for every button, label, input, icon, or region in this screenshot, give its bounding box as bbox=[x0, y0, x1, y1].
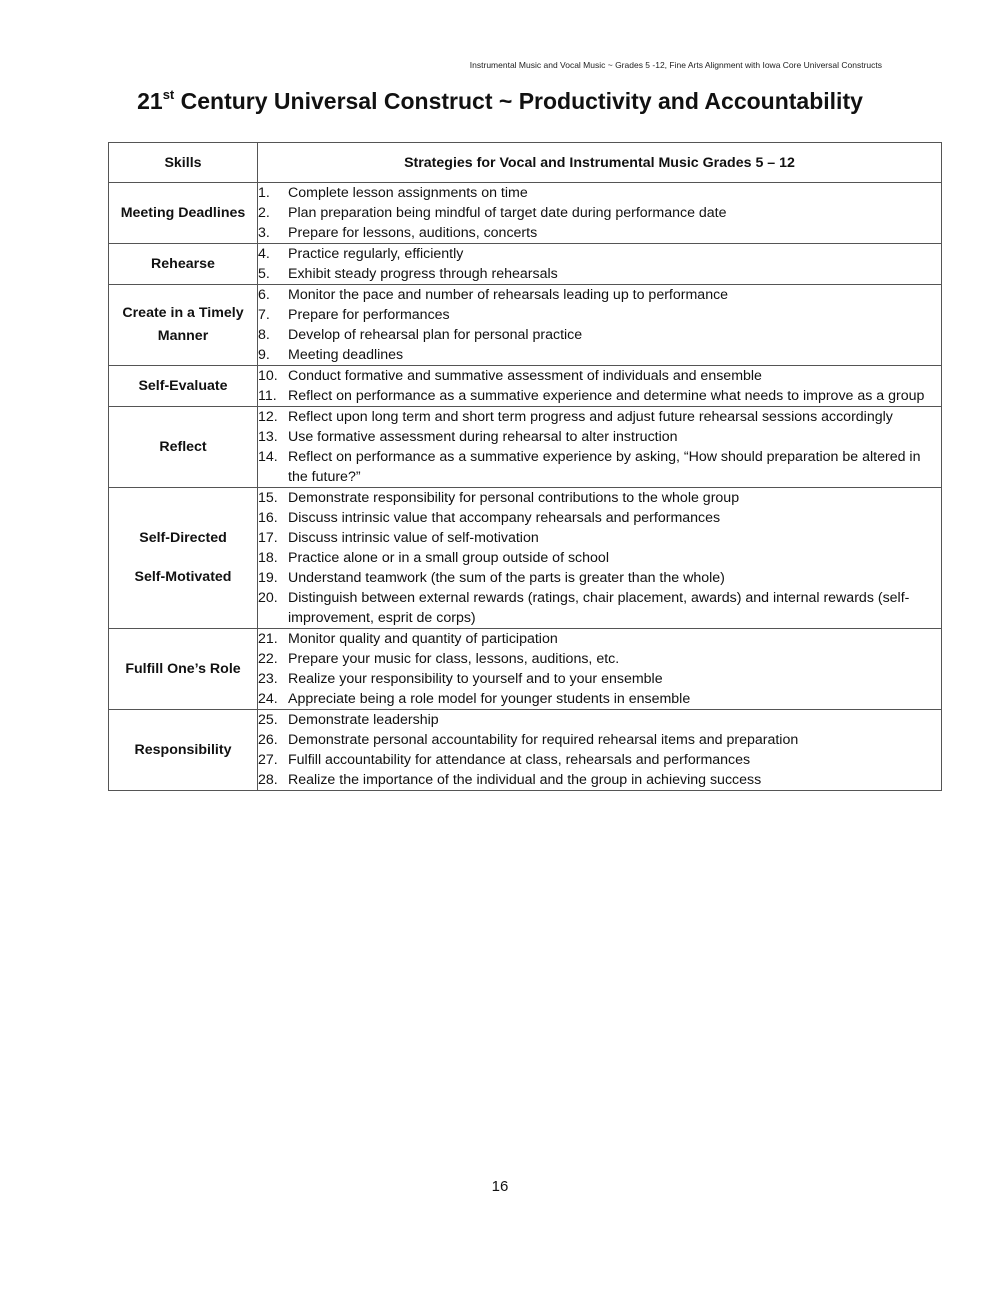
table-row bbox=[109, 407, 942, 488]
skill-label: Self-Evaluate bbox=[138, 377, 228, 394]
item-text: Demonstrate personal accountability for required rehearsal items and preparation bbox=[288, 732, 799, 748]
skill-cell bbox=[109, 366, 258, 407]
table-row bbox=[109, 366, 942, 407]
list-item bbox=[258, 285, 941, 305]
list-item bbox=[258, 730, 941, 750]
strategies-cell bbox=[258, 183, 942, 244]
item-text: Fulfill accountability for attendance at class, rehearsals and performances bbox=[288, 752, 751, 768]
table-row bbox=[109, 629, 942, 710]
item-text: Practice regularly, efficiently bbox=[288, 246, 464, 262]
list-item bbox=[258, 710, 941, 730]
strategy-list bbox=[258, 488, 941, 628]
item-text: Plan preparation being mindful of target date during performance date bbox=[288, 205, 727, 221]
list-item bbox=[258, 568, 941, 588]
skill-label: Create in a Timely bbox=[122, 305, 244, 321]
skill-label: Fulfill One’s Role bbox=[125, 660, 241, 677]
table-row bbox=[109, 285, 942, 366]
title-main: Century Universal Construct ~ Productivity and Accountability bbox=[174, 88, 863, 114]
running-header: Instrumental Music and Vocal Music ~ Grades 5 -12, Fine Arts Alignment with Iowa Core Universal Constructs bbox=[469, 60, 882, 70]
item-text: Develop of rehearsal plan for personal practice bbox=[288, 327, 583, 343]
list-item bbox=[258, 427, 941, 447]
item-number: 9. bbox=[258, 347, 270, 363]
item-number: 15. bbox=[258, 490, 278, 506]
skill-cell bbox=[109, 710, 258, 791]
item-text: Reflect on performance as a summative experience by asking, “How should preparation be altered in the future?” bbox=[288, 449, 921, 485]
list-item bbox=[258, 345, 941, 365]
strategies-cell bbox=[258, 629, 942, 710]
item-number: 13. bbox=[258, 429, 278, 445]
item-text: Use formative assessment during rehearsal to alter instruction bbox=[288, 429, 678, 445]
table-row bbox=[109, 183, 942, 244]
list-item bbox=[258, 447, 941, 487]
item-text: Realize your responsibility to yourself and to your ensemble bbox=[288, 671, 663, 687]
title-superscript: st bbox=[162, 87, 175, 102]
skill-cell bbox=[109, 244, 258, 285]
item-text: Appreciate being a role model for younger students in ensemble bbox=[288, 691, 691, 707]
item-number: 16. bbox=[258, 510, 278, 526]
list-item bbox=[258, 366, 941, 386]
strategies-cell bbox=[258, 366, 942, 407]
item-number: 18. bbox=[258, 550, 278, 566]
skill-label: Meeting Deadlines bbox=[120, 204, 246, 221]
item-number: 23. bbox=[258, 671, 278, 687]
item-text: Discuss intrinsic value of self-motivation bbox=[288, 530, 539, 546]
item-number: 8. bbox=[258, 327, 270, 343]
skill-label: Self-Directed bbox=[139, 530, 227, 546]
list-item bbox=[258, 508, 941, 528]
list-item bbox=[258, 649, 941, 669]
skill-cell bbox=[109, 629, 258, 710]
item-text: Understand teamwork (the sum of the parts is greater than the whole) bbox=[288, 570, 725, 586]
strategy-list bbox=[258, 285, 941, 365]
list-item bbox=[258, 770, 941, 790]
item-number: 14. bbox=[258, 449, 278, 465]
page-title bbox=[0, 88, 1000, 115]
list-item bbox=[258, 528, 941, 548]
table-body bbox=[109, 183, 942, 791]
list-item bbox=[258, 629, 941, 649]
strategy-list bbox=[258, 629, 941, 709]
list-item bbox=[258, 223, 941, 243]
item-number: 7. bbox=[258, 307, 270, 323]
list-item bbox=[258, 305, 941, 325]
item-number: 1. bbox=[258, 185, 270, 201]
skill-label: Self-Motivated bbox=[134, 569, 232, 585]
item-text: Exhibit steady progress through rehearsals bbox=[288, 266, 558, 282]
table-row bbox=[109, 488, 942, 629]
skill-cell bbox=[109, 183, 258, 244]
strategies-cell bbox=[258, 244, 942, 285]
item-number: 25. bbox=[258, 712, 278, 728]
item-text: Practice alone or in a small group outside of school bbox=[288, 550, 609, 566]
table-row bbox=[109, 244, 942, 285]
item-number: 12. bbox=[258, 409, 278, 425]
item-number: 27. bbox=[258, 752, 278, 768]
item-text: Meeting deadlines bbox=[288, 347, 404, 363]
item-text: Demonstrate responsibility for personal contributions to the whole group bbox=[288, 490, 740, 506]
list-item bbox=[258, 203, 941, 223]
skill-cell bbox=[109, 285, 258, 366]
strategy-list bbox=[258, 407, 941, 487]
skill-cell bbox=[109, 407, 258, 488]
list-item bbox=[258, 325, 941, 345]
item-text: Reflect upon long term and short term progress and adjust future rehearsal sessions accordingly bbox=[288, 409, 893, 425]
item-number: 24. bbox=[258, 691, 278, 707]
page-number: 16 bbox=[491, 1178, 509, 1195]
skill-label: Responsibility bbox=[134, 741, 232, 758]
item-number: 10. bbox=[258, 368, 278, 384]
strategies-cell bbox=[258, 488, 942, 629]
skill-label: Manner bbox=[157, 328, 209, 344]
list-item bbox=[258, 244, 941, 264]
list-item bbox=[258, 689, 941, 709]
list-item bbox=[258, 669, 941, 689]
item-text: Conduct formative and summative assessment of individuals and ensemble bbox=[288, 368, 762, 384]
list-item bbox=[258, 183, 941, 203]
strategy-list bbox=[258, 244, 941, 284]
skill-cell bbox=[109, 488, 258, 629]
list-item bbox=[258, 264, 941, 284]
item-text: Realize the importance of the individual and the group in achieving success bbox=[288, 772, 762, 788]
item-text: Prepare for lessons, auditions, concerts bbox=[288, 225, 538, 241]
strategies-cell bbox=[258, 710, 942, 791]
strategy-list bbox=[258, 710, 941, 790]
item-text: Reflect on performance as a summative experience and determine what needs to improve as a group bbox=[288, 388, 925, 404]
list-item bbox=[258, 750, 941, 770]
table-header-row bbox=[109, 143, 942, 183]
strategy-list bbox=[258, 366, 941, 406]
column-header-skills: Skills bbox=[109, 143, 258, 183]
title-prefix: 21 bbox=[137, 88, 163, 114]
item-number: 21. bbox=[258, 631, 278, 647]
column-header-strategies: Strategies for Vocal and Instrumental Music Grades 5 – 12 bbox=[258, 143, 942, 183]
skill-spacer bbox=[109, 550, 257, 566]
item-number: 20. bbox=[258, 590, 278, 606]
item-number: 17. bbox=[258, 530, 278, 546]
list-item bbox=[258, 588, 941, 628]
item-number: 22. bbox=[258, 651, 278, 667]
skill-label: Reflect bbox=[159, 438, 207, 455]
strategy-list bbox=[258, 183, 941, 243]
item-number: 3. bbox=[258, 225, 270, 241]
item-text: Prepare for performances bbox=[288, 307, 450, 323]
item-number: 4. bbox=[258, 246, 270, 262]
item-text: Monitor the pace and number of rehearsals leading up to performance bbox=[288, 287, 729, 303]
item-number: 5. bbox=[258, 266, 270, 282]
item-number: 28. bbox=[258, 772, 278, 788]
skill-label: Rehearse bbox=[151, 255, 215, 272]
item-text: Monitor quality and quantity of participation bbox=[288, 631, 558, 647]
strategies-cell bbox=[258, 407, 942, 488]
item-number: 26. bbox=[258, 732, 278, 748]
item-text: Demonstrate leadership bbox=[288, 712, 439, 728]
item-text: Prepare your music for class, lessons, auditions, etc. bbox=[288, 651, 620, 667]
item-number: 6. bbox=[258, 287, 270, 303]
list-item bbox=[258, 488, 941, 508]
item-number: 11. bbox=[258, 388, 277, 404]
list-item bbox=[258, 548, 941, 568]
item-text: Complete lesson assignments on time bbox=[288, 185, 528, 201]
item-number: 2. bbox=[258, 205, 270, 221]
item-text: Distinguish between external rewards (ratings, chair placement, awards) and internal rewards (self-improvement, esprit de corps) bbox=[288, 590, 910, 626]
table-row bbox=[109, 710, 942, 791]
list-item bbox=[258, 407, 941, 427]
skills-strategies-table bbox=[108, 142, 942, 791]
list-item bbox=[258, 386, 941, 406]
item-text: Discuss intrinsic value that accompany rehearsals and performances bbox=[288, 510, 721, 526]
strategies-cell bbox=[258, 285, 942, 366]
item-number: 19. bbox=[258, 570, 278, 586]
